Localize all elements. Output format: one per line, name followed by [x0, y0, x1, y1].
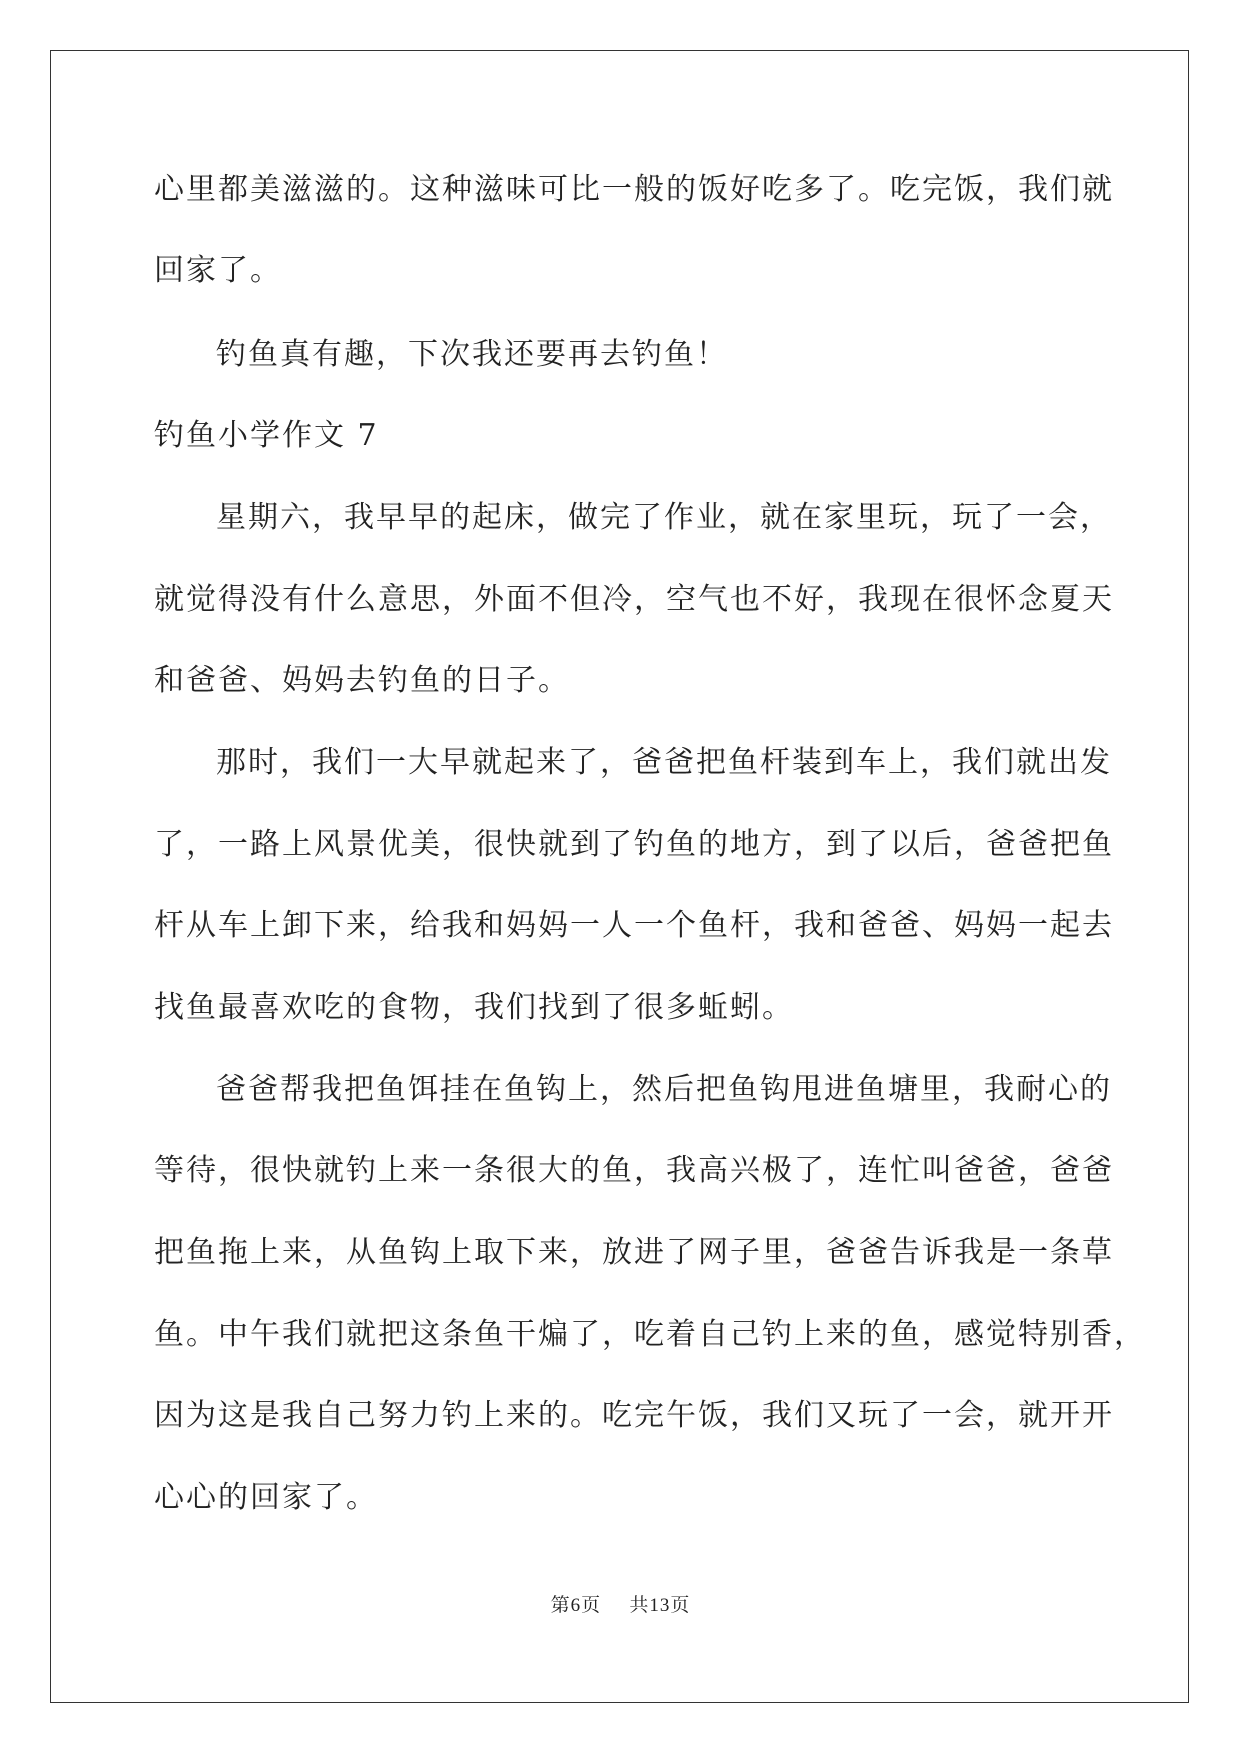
current-page-number: 6: [570, 1595, 582, 1616]
text-line: 就觉得没有什么意思，外面不但冷，空气也不好，我现在很怀念夏天: [154, 582, 1114, 617]
text-line: 回家了。: [154, 253, 282, 288]
total-page-count: 13: [649, 1595, 671, 1616]
text-line: 鱼。中午我们就把这条鱼干煸了，吃着自己钓上来的鱼，感觉特别香，: [154, 1317, 1146, 1352]
footer-total-suffix: 页: [670, 1594, 691, 1616]
footer-total-prefix: 共: [629, 1594, 650, 1616]
text-line: 杆从车上卸下来，给我和妈妈一人一个鱼杆，我和爸爸、妈妈一起去: [154, 908, 1114, 943]
section-heading: 钓鱼小学作文 7: [154, 418, 379, 453]
paragraph-start-line: 钓鱼真有趣，下次我还要再去钓鱼！: [216, 337, 728, 372]
paragraph-start-line: 爸爸帮我把鱼饵挂在鱼钩上，然后把鱼钩甩进鱼塘里，我耐心的: [216, 1072, 1112, 1107]
paragraph-start-line: 星期六，我早早的起床，做完了作业，就在家里玩，玩了一会，: [216, 500, 1112, 535]
page-border: [50, 50, 1189, 1703]
paragraph-start-line: 那时，我们一大早就起来了，爸爸把鱼杆装到车上，我们就出发: [216, 745, 1112, 780]
footer-prefix: 第: [550, 1594, 571, 1616]
page-footer: [0, 1593, 1241, 1618]
text-line: 心里都美滋滋的。这种滋味可比一般的饭好吃多了。吃完饭，我们就: [154, 172, 1114, 207]
text-line: 找鱼最喜欢吃的食物，我们找到了很多蚯蚓。: [154, 990, 794, 1025]
text-line: 了，一路上风景优美，很快就到了钓鱼的地方，到了以后，爸爸把鱼: [154, 827, 1114, 862]
text-line: 把鱼拖上来，从鱼钩上取下来，放进了网子里，爸爸告诉我是一条草: [154, 1235, 1114, 1270]
text-line: 和爸爸、妈妈去钓鱼的日子。: [154, 663, 570, 698]
text-line: 等待，很快就钓上来一条很大的鱼，我高兴极了，连忙叫爸爸，爸爸: [154, 1153, 1114, 1188]
footer-page-suffix: 页: [581, 1594, 602, 1616]
text-line: 因为这是我自己努力钓上来的。吃完午饭，我们又玩了一会，就开开: [154, 1398, 1114, 1433]
text-line: 心心的回家了。: [154, 1480, 378, 1515]
